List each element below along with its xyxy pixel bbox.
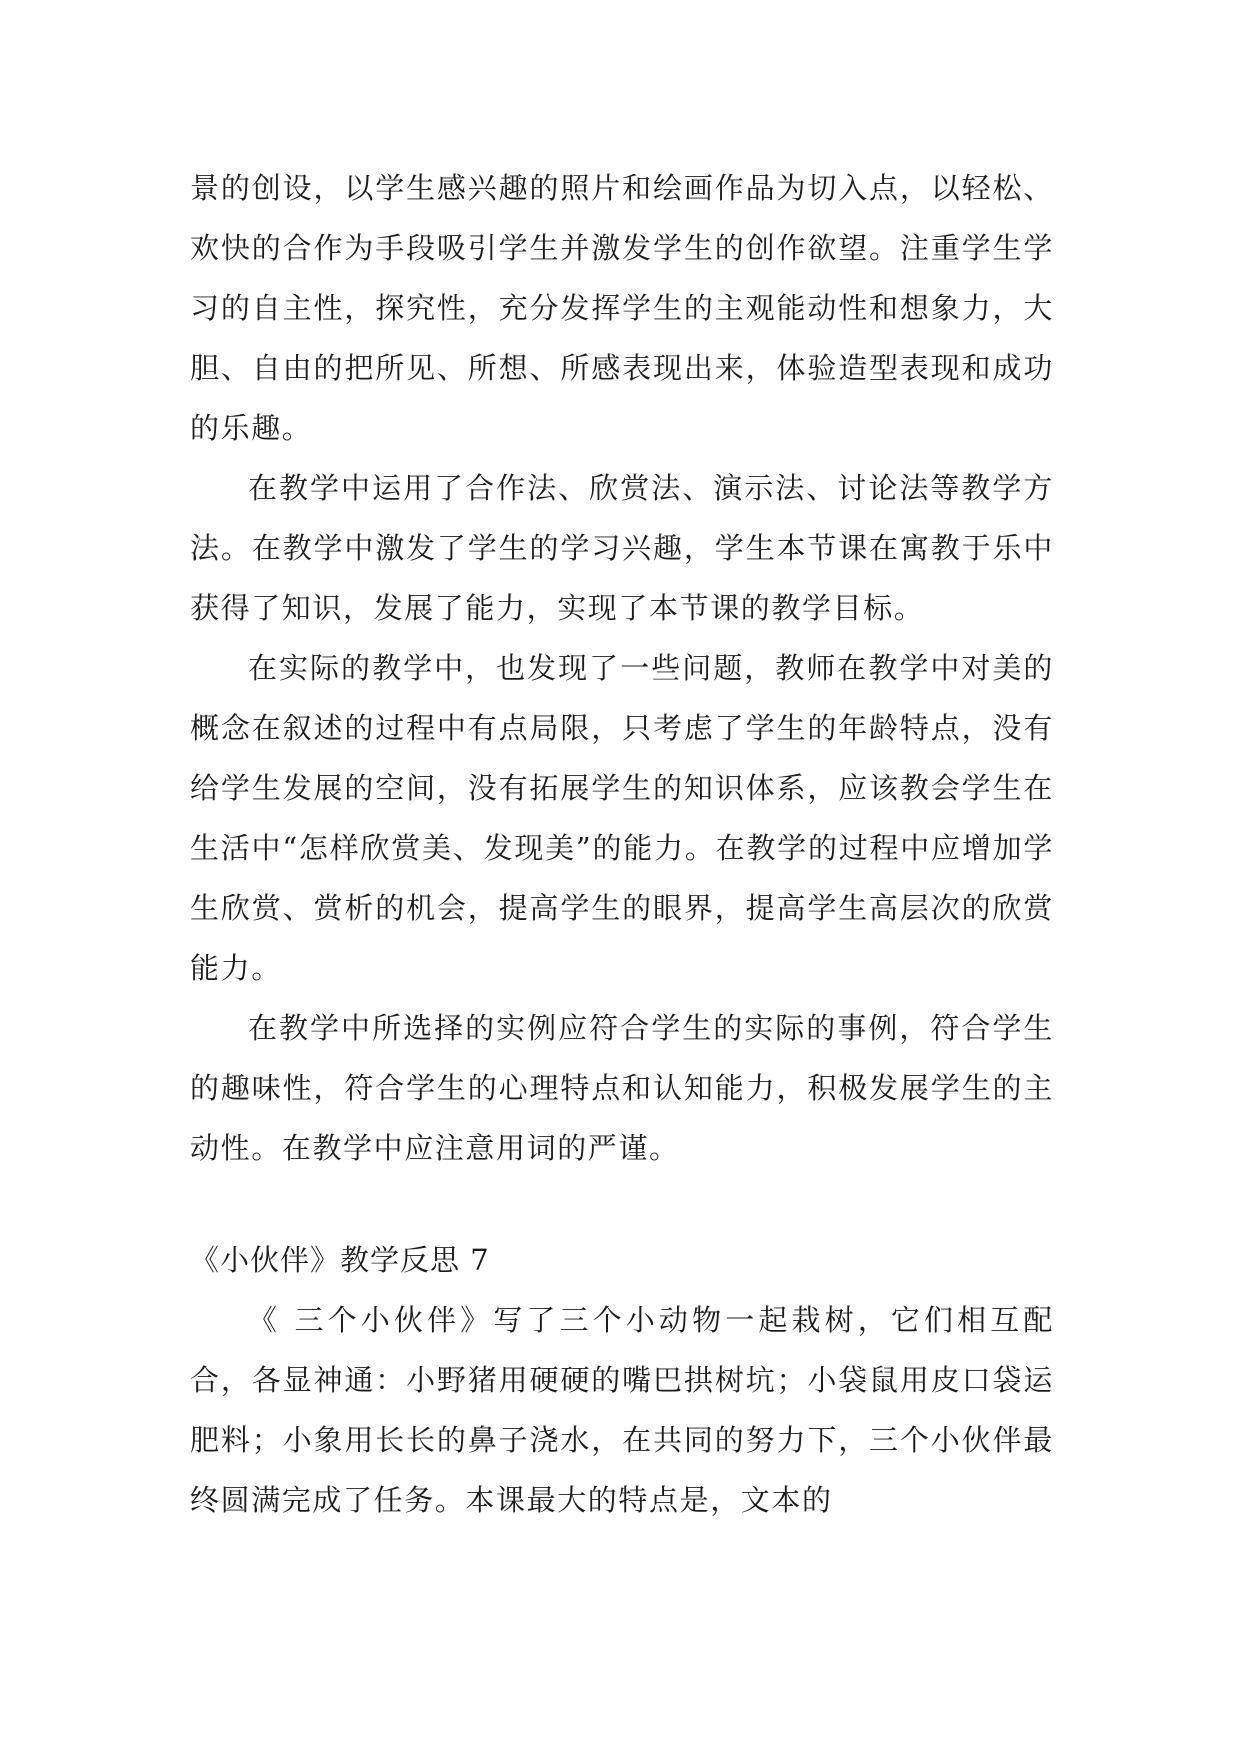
paragraph-problems: 在实际的教学中，也发现了一些问题，教师在教学中对美的概念在叙述的过程中有点局限，只考虑了学生的年龄特点，没有给学生发展的空间，没有拓展学生的知识体系，应该教会学生在生活中“怎样欣赏美、发现美”的能力。在教学的过程中应增加学生欣赏、赏析的机会，提高学生的眼界，提高学生高层次的欣赏能力。 [190,651,1054,985]
paragraph-teaching-methods: 在教学中运用了合作法、欣赏法、演示法、讨论法等教学方法。在教学中激发了学生的学习兴趣，学生本节课在寓教于乐中获得了知识，发展了能力，实现了本节课的教学目标。 [190,471,1054,625]
document-page [190,158,1054,1530]
paragraph-continued: 景的创设，以学生感兴趣的照片和绘画作品为切入点，以轻松、欢快的合作为手段吸引学生并激发学生的创作欲望。注重学生学习的自主性，探究性，充分发挥学生的主观能动性和想象力，大胆、自由的把所见、所想、所感表现出来，体验造型表现和成功的乐趣。 [190,171,1054,445]
paragraph-three-partners: 《 三个小伙伴》写了三个小动物一起栽树，它们相互配合，各显神通：小野猪用硬硬的嘴巴拱树坑；小袋鼠用皮口袋运肥料；小象用长长的鼻子浇水，在共同的努力下，三个小伙伴最终圆满完成了任务。本课最大的特点是，文本的 [190,1303,1054,1517]
section-title: 《小伙伴》教学反思 7 [190,1243,490,1277]
paragraph-examples: 在教学中所选择的实例应符合学生的实际的事例，符合学生的趣味性，符合学生的心理特点和认知能力，积极发展学生的主动性。在教学中应注意用词的严谨。 [190,1011,1054,1165]
